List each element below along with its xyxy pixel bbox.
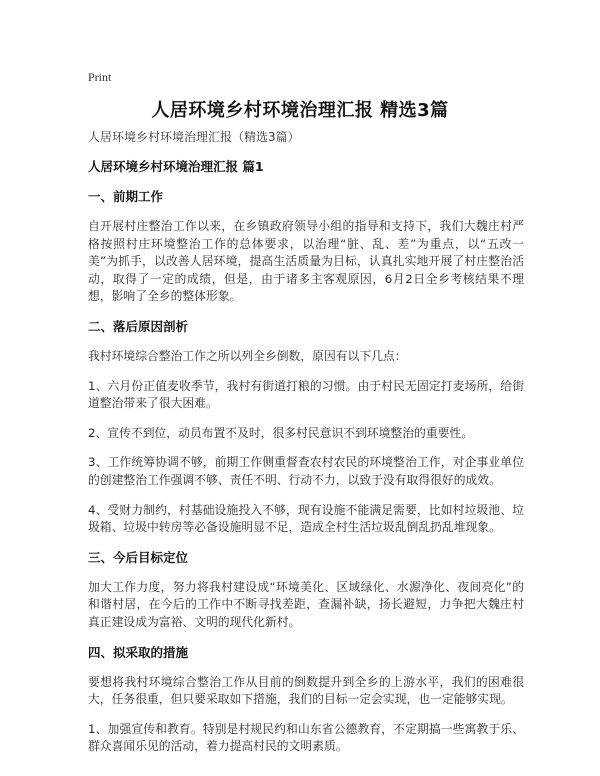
paragraph: 加大工作力度，努力将我村建设成“环境美化、区域绿化、水源净化、夜间亮化”的和谐村居，在今后的工作中不断寻找差距，查漏补缺，扬长避短，力争把大魏庄村真正建设成为富裕、文明的现代化新村。	[88, 579, 524, 629]
chapter-title: 人居环境乡村环境治理汇报 篇1	[88, 159, 264, 174]
paragraph: 要想将我村环境综合整治工作从目前的倒数提升到全乡的上游水平，我们的困难很大，任务很重，但只要采取如下措施，我们的目标一定会实现，也一定能够实现。	[88, 674, 524, 707]
page-title: 人居环境乡村环境治理汇报 精选3篇	[151, 100, 449, 121]
paragraph: 1、六月份正值麦收季节，我村有街道打粮的习惯。由于村民无固定打麦场所，给街道整治带来了很大困难。	[88, 378, 524, 411]
section-heading-3: 三、今后目标定位	[88, 549, 189, 565]
paragraph: 2、宣传不到位，动员布置不及时，很多村民意识不到环境整治的重要性。	[88, 425, 474, 440]
document-body	[88, 128, 524, 768]
paragraph: 4、受财力制约，村基础设施投入不够，现有设施不能满足需要，比如村垃圾池、垃圾箱、垃圾中转房等必备设施明显不足，造成全村生活垃圾乱倒乱扔乱堆现象。	[88, 502, 524, 535]
section-heading-1: 一、前期工作	[88, 189, 164, 204]
section-heading-2: 二、落后原因剖析	[88, 318, 189, 334]
paragraph: 1、加强宣传和教育。特别是村规民约和山东省公德教育，不定期搞一些寓教于乐、群众喜闻乐见的活动，着力提高村民的文明素质。	[88, 721, 524, 754]
paragraph: 3、工作统筹协调不够，前期工作侧重督查农村农民的环境整治工作，对企事业单位的创建整治工作强调不够、责任不明、行动不力，以致于没有取得很好的成效。	[88, 455, 524, 487]
section-heading-4: 四、拟采取的措施	[88, 644, 189, 660]
document-subtitle: 人居环境乡村环境治理汇报（精选3篇）	[88, 130, 300, 144]
paragraph: 自开展村庄整治工作以来，在乡镇政府领导小组的指导和支持下，我们大魏庄村严格按照村庄环境整治工作的总体要求，以治理“脏、乱、差”为重点，以“五改一美”为抓手，以改善人居环境，提高生活质量为目标，认真扎实地开展了村庄整治活动，取得了一定的成绩，但是，由于诸多主客观原因，6月2日全乡考核结果不理想，影响了全乡的整体形象。	[88, 219, 524, 304]
print-link[interactable]: Print	[88, 70, 112, 84]
paragraph: 我村环境综合整治工作之所以列全乡倒数，原因有以下几点：	[88, 348, 407, 363]
